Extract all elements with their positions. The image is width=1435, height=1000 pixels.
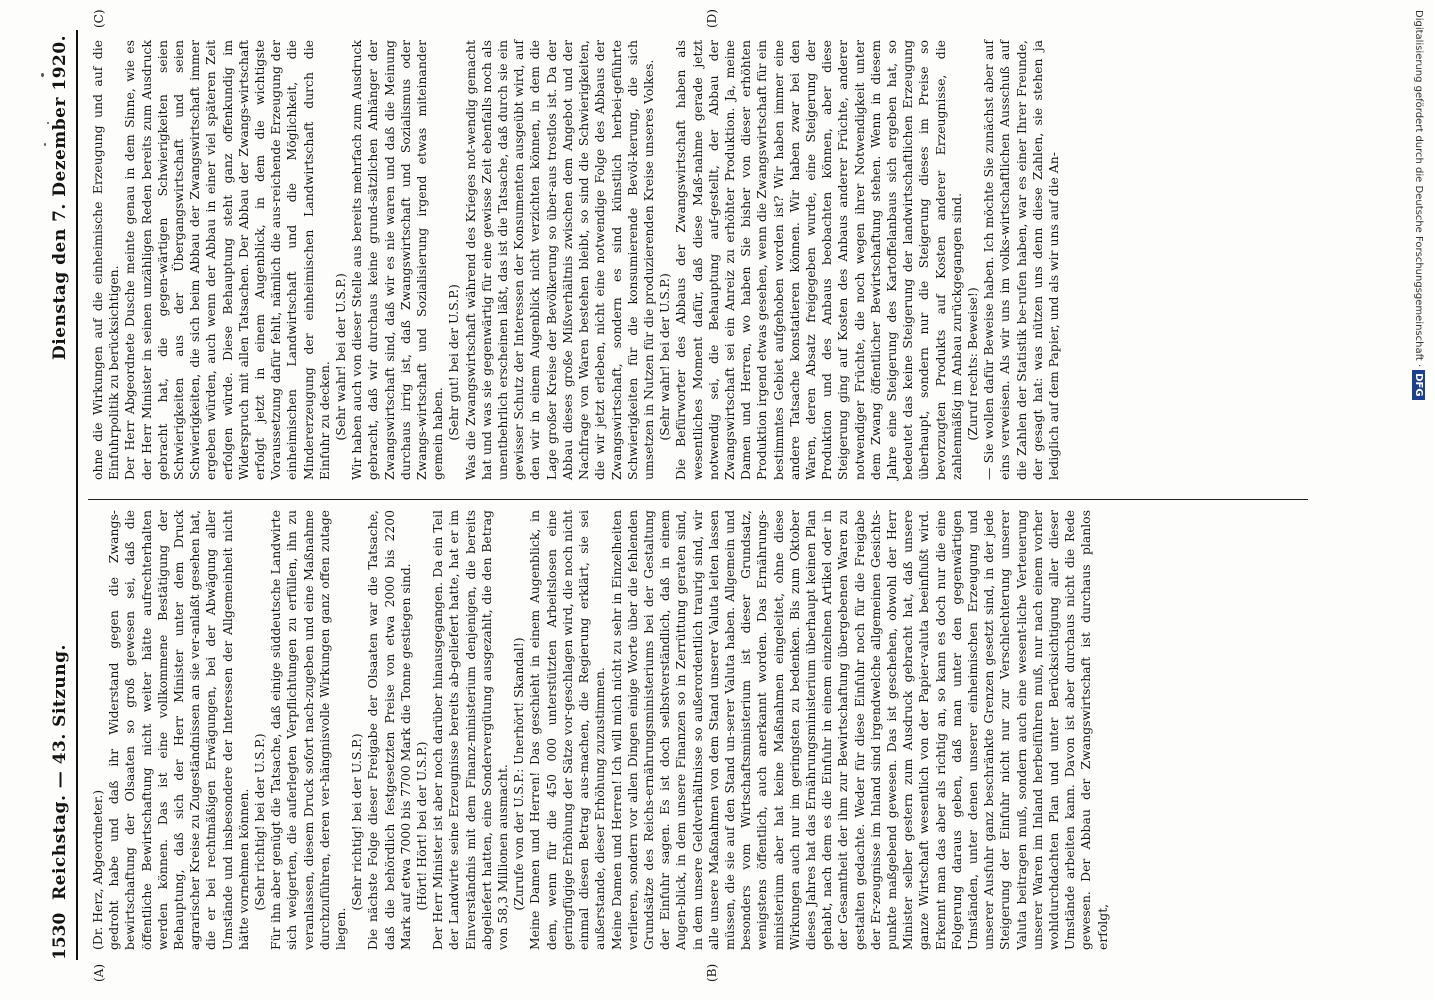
watermark-text: Digitalisierung gefördert durch die Deutsche Forschungsgemeinschaft · [1413, 10, 1424, 368]
right-column-text: ohne die Wirkungen auf die einheimische Erzeugung und auf die Einfuhrpolitik zu berücksichtigen. Der Herr Abgeordnete Dusche meinte genau in dem Sinne, wie es der Herr Minister in seinen unzähligen Reden bereits zum Ausdruck gebracht hat, die gegen-wärtigen Schwierigkeiten seien Schwierigkeiten aus der Übergangswirtschaft und seien Schwierigkeiten, die sich beim Abbau der Zwangswirtschaft immer ergeben würden, auch wenn der Abbau in einer viel späteren Zeit erfolgen würde. Diese Behauptung steht ganz offenkundig im Widerspruch mit allen Tatsachen. Der Abbau der Zwangs-wirtschaft erfolgt jetzt in einem Augenblick, in dem die wichtigste Voraussetzung dafür fehlt, nämlich die aus-reichende Erzeugung der einheimischen Landwirtschaft und die Möglichkeit, die Mindererzeugung der einheimischen Landwirtschaft durch die Einfuhr zu decken. (Sehr wahr! bei der U.S.P.) Wir haben auch von dieser Stelle aus bereits mehrfach zum Ausdruck gebracht, daß wir durchaus keine grund-sätzlichen Anhänger der Zwangswirtschaft sind, daß wir es nie waren und daß die Meinung durchaus irrig ist, daß Zwangswirtschaft und Sozialismus oder Zwangs-wirtschaft und Sozialisierung irgend etwas miteinander gemein haben. (Sehr gut! bei der U.S.P.) Was die Zwangswirtschaft während des Krieges not-wendig gemacht hat und was sie gegenwärtig für eine gewisse Zeit ebenfalls noch als unentbehrlich erscheinen läßt, das ist die Tatsache, daß durch sie ein gewisser Schutz der Interessen der Konsumenten ausgeübt wird, auf den wir in einem Augenblick nicht verzichten können, in dem die Lage großer Kreise der Bevölkerung so über-aus trostlos ist. Da der Abbau dieses große Mißverhältnis zwischen dem Angebot und der Nachfrage von Waren bestehen bleibt, so sind die Schwierigkeiten, die wir jetzt erleben, nicht eine notwendige Folge des Abbaus der Zwangswirtschaft, sondern es sind künstlich herbei-geführte Schwierigkeiten für die konsumierende Bevöl-kerung, die sich umsetzen in Nutzen für die produzierenden Kreise unseres Volkes. (Sehr wahr! bei der U.S.P.) Die Befürworter des Abbaus der Zwangswirtschaft haben als wesentliches Moment dafür, daß diese Maß-nahme gerade jetzt notwendig sei, die Behauptung auf-gestellt, der Abbau der Zwangswirtschaft sei ein Anreiz zu erhöhter Produktion. Ja, meine Damen und Herren, wo haben Sie bisher von dieser erhöhten Produktion irgend etwas gesehen, wenn die Zwangswirtschaft für ein bestimmtes Gebiet aufgehoben worden ist? Wir haben immer eine andere Tatsache konstatieren können. Wir haben zwar bei den Waren, deren Absatz freigegeben wurde, eine Steigerung der Produktion und des Anbaus beobachten können, aber diese Steigerung ging auf Kosten des Anbaus anderer Früchte, anderer notwendiger Früchte, die noch wegen ihrer Notwendigkeit unter dem Zwang öffentlicher Bewirtschaftung stehen. Wenn in diesem Jahre eine Steigerung des Kartoffelanbaus sich ergeben hat, so bedeutet das keine Steigerung der landwirtschaftlichen Erzeugung überhaupt, sondern nur die Steigerung dieses im Preise so bevorzugten Produkts auf Kosten anderer Erzeugnisse, die zahlenmäßig im Anbau zurückgegangen sind. (Zuruf rechts: Beweise!) — Sie wollen dafür Beweise haben. Ich möchte Sie zunächst aber auf eins verweisen. Als wir uns im volks-wirtschaftlichen Ausschuß auf die Zahlen der Statistik be-rufen haben, war es einer Ihrer Freunde, der gesagt hat: was nützen uns denn diese Zahlen, sie stehen ja lediglich auf dem Papier, und als wir uns auf die An- [90, 40, 1061, 480]
dfg-logo: DFG [1412, 370, 1425, 399]
dfg-watermark [1405, 10, 1435, 990]
margin-mark-d: (D) [705, 9, 719, 28]
scan-speck [41, 73, 44, 77]
page-number: 1530 [50, 912, 70, 960]
scan-speck [44, 143, 46, 146]
margin-mark-b: (B) [705, 963, 719, 982]
margin-mark-a: (A) [92, 963, 106, 982]
margin-mark-c: (C) [92, 9, 106, 28]
column-divider [88, 499, 1308, 500]
session-title: Reichstag. — 43. Sitzung. [50, 644, 70, 900]
page-header [50, 30, 78, 960]
scan-speck [47, 122, 49, 124]
session-date: Dienstag den 7. Dezember 1920. [50, 34, 70, 360]
left-column-text: (Dr. Herz, Abgeordneter.) gedroht habe und daß ihr Widerstand gegen die Zwangs-bewirtschaftung der Olsaaten so groß gewesen sei, daß die öffentliche Bewirtschaftung nicht weiter hätte aufrechterhalten werden können. Das ist eine vollkommene Bestätigung der Behauptung, daß sich der Herr Minister unter dem Druck agrarischer Kreise zu Zugeständnissen an sie ver-anlaßt gesehen hat, die er bei rechtmäßigen Erwägungen, bei der Abwägung aller Umstände und insbesondere der Interessen der Allgemeinheit nicht hätte vornehmen können. (Sehr richtig! bei der U.S.P.) Für ihn aber genügt die Tatsache, daß einige süddeutsche Landwirte sich weigerten, die auferlegten Verpflichtungen zu erfüllen, ihn zu veranlassen, diesem Druck sofort nach-zugeben und eine Maßnahme durchzuführen, deren ver-hängnisvolle Wirkungen ganz offen zutage liegen. (Sehr richtig! bei der U.S.P.) Die nächste Folge dieser Freigabe der Olsaaten war die Tatsache, daß die behördlich festgesetzten Preise von etwa 2000 bis 2200 Mark auf etwa 7000 bis 7700 Mark die Tonne gestiegen sind. (Hört! Hört! bei der U.S.P.) Der Herr Minister ist aber noch darüber hinausgegangen. Da ein Teil der Landwirte seine Erzeugnisse bereits ab-geliefert hatte, hat er im Einverständnis mit dem Finanz-ministerium denjenigen, die bereits abgeliefert hatten, eine Sondervergütung ausgezahlt, die den Betrag von 58,3 Millionen ausmacht. (Zurufe von der U.S.P.: Unerhört! Skandal!) Meine Damen und Herren! Das geschieht in einem Augenblick, in dem, wenn für die 450 000 unterstützten Arbeitslosen eine geringfügige Erhöhung der Sätze vor-geschlagen wird, die noch nicht einmal diesen Betrag aus-machen, die Regierung erklärt, sie sei außerstande, dieser Erhöhung zuzustimmen. Meine Damen und Herren! Ich will mich nicht zu sehr in Einzelheiten verlieren, sondern vor allen Dingen einige Worte über die fehlenden Grundsätze des Reichs-ernährungsministeriums bei der Gestaltung der Einfuhr sagen. Es ist doch selbstverständlich, daß in einem Augen-blick, in dem unsere Finanzen so in Zerrüttung geraten sind, in dem unsere Geldverhältnisse so außerordentlich traurig sind, wir alle unsere Maßnahmen von dem Stand unserer Valuta leiten lassen müssen, die sie auf den Stand un-serer Valuta haben. Allgemein und besonders vom Wirtschaftsministerium ist dieser Grundsatz, wenigstens öffentlich, auch anerkannt worden. Das Ernährungs-ministerium aber hat keine Maßnahmen eingeleitet, ohne diese Wirkungen auch nur im geringsten zu bedenken. Bis zum Oktober dieses Jahres hat das Ernährungsministerium überhaupt keinen Plan gehabt, nach dem es die Einfuhr in einem einzelnen Artikel oder in der Gesamtheit der ihm zur Bewirtschaftung übergebenen Waren zu gestalten gedachte. Weder für diese Einfuhr noch für die Freigabe der Er-zeugnisse im Inland sind irgendwelche allgemeinen Gesichts-punkte maßgebend gewesen. Das ist geschehen, obwohl der Herr Minister selber gestern zum Ausdruck gebracht hat, daß unsere ganze Wirtschaft wesentlich von der Papier-valuta beeinflußt wird. Erkennt man das aber als richtig an, so kann es doch nur die eine Folgerung daraus geben, daß man unter den gegenwärtigen Umständen, unter denen unserer einheimischen Erzeugung und unserer Ausfuhr ganz beschränkte Grenzen gesetzt sind, in der jede Steigerung der Einfuhr nicht nur zur Verschlechterung unserer Valuta beitragen muß, sondern auch eine wesent-liche Verteuerung unserer Waren im Inland herbeiführen muß, nur nach einem vorher wohldurchdachten Plan und unter Berücksichtigung aller dieser Umstände arbeiten kann. Davon ist aber durchaus nicht die Rede gewesen. Der Abbau der Zwangswirtschaft ist durchaus planlos erfolgt, [90, 510, 1110, 950]
